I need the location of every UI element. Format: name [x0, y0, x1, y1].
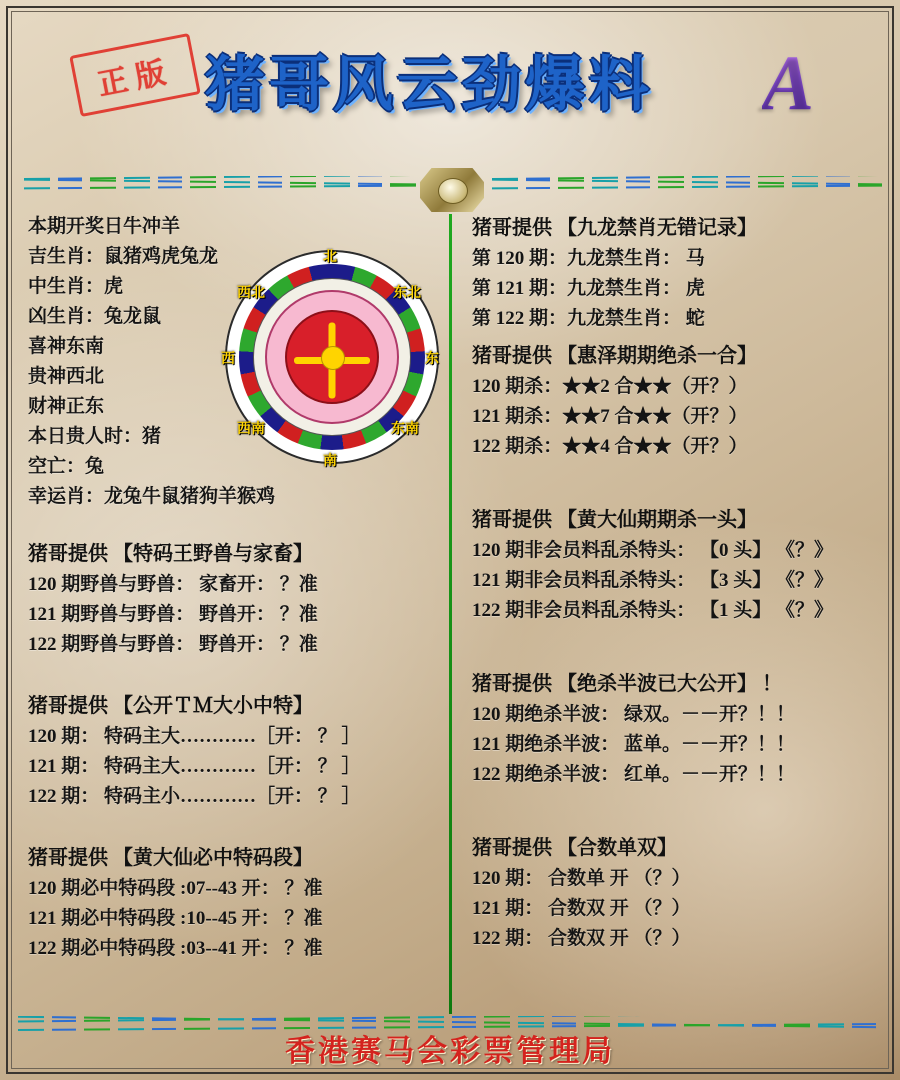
- left-section-3: [28, 842, 438, 964]
- section-line: 121 期非会员料乱杀特头： 【3 头】 《？》: [472, 570, 834, 591]
- section-heading: 猪哥提供 【绝杀半波已大公开】 ！: [472, 673, 782, 695]
- section-line: 120 期必中特码段 :07--43 开： ？准: [28, 878, 323, 899]
- right-section-2: [472, 340, 892, 462]
- section-line: 第 121 期：九龙禁生肖： 虎: [472, 278, 705, 299]
- direction-east: 东: [425, 351, 439, 367]
- section-line: 122 期必中特码段 :03--41 开： ？准: [28, 938, 323, 959]
- section-heading: 猪哥提供 【特码王野兽与家畜】: [28, 543, 313, 565]
- edition-letter: A: [762, 39, 815, 126]
- info-line: 喜神东南: [28, 336, 105, 357]
- section-line: 122 期： 合数双 开 （？）: [472, 928, 691, 949]
- info-line: 吉生肖：鼠猪鸡虎兔龙: [28, 246, 219, 267]
- column-divider: [449, 214, 452, 1014]
- info-line: 本期开奖日牛冲羊: [28, 216, 181, 237]
- section-line: 121 期杀：★★7 合★★（开？）: [472, 406, 748, 427]
- info-line: 幸运肖：龙兔牛鼠猪狗羊猴鸡: [28, 486, 276, 507]
- footer-text: 香港赛马会彩票管理局: [285, 1034, 615, 1069]
- direction-west: 西: [221, 351, 235, 367]
- direction-northeast: 东北: [393, 285, 421, 301]
- section-line: 122 期： 特码主小…………［开： ？ ］: [28, 786, 361, 807]
- section-line: 122 期绝杀半波： 红单。－－开？！！: [472, 764, 796, 785]
- right-column: [472, 212, 892, 954]
- right-section-5: [472, 832, 892, 954]
- divider-top-right: [492, 176, 882, 194]
- section-line: 121 期绝杀半波： 蓝单。－－开？！！: [472, 734, 796, 755]
- direction-southwest: 西南: [237, 421, 265, 437]
- stamp-text: 正版: [95, 54, 177, 102]
- page-title: 猪哥风云劲爆料: [205, 50, 653, 120]
- section-heading: 猪哥提供 【黄大仙期期杀一头】: [472, 509, 757, 531]
- info-line: 中生肖：虎: [28, 276, 124, 297]
- right-section-3: [472, 504, 892, 626]
- section-line: 第 120 期：九龙禁生肖： 马: [472, 248, 705, 269]
- info-line: 空亡：兔: [28, 456, 105, 477]
- medallion-ornament: [420, 168, 484, 212]
- direction-northwest: 西北: [237, 285, 265, 301]
- section-heading: 猪哥提供 【公开ＴＭ大小中特】: [28, 695, 313, 717]
- section-heading: 猪哥提供 【九龙禁肖无错记录】: [472, 217, 757, 239]
- left-section-1: [28, 538, 438, 660]
- section-line: 122 期杀：★★4 合★★（开？）: [472, 436, 748, 457]
- info-line: 贵神西北: [28, 366, 105, 387]
- direction-north: 北: [323, 249, 337, 265]
- right-section-1: [472, 212, 892, 334]
- section-heading: 猪哥提供 【合数单双】: [472, 837, 677, 859]
- section-line: 121 期： 合数双 开 （？）: [472, 898, 691, 919]
- section-line: 121 期： 特码主大…………［开： ？ ］: [28, 756, 361, 777]
- info-line: 凶生肖：兔龙鼠: [28, 306, 162, 327]
- section-line: 120 期非会员料乱杀特头： 【0 头】 《？》: [472, 540, 834, 561]
- section-line: 120 期： 合数单 开 （？）: [472, 868, 691, 889]
- section-line: 121 期野兽与野兽： 野兽开： ？准: [28, 604, 318, 625]
- info-line: 财神正东: [28, 396, 105, 417]
- left-section-2: [28, 690, 438, 812]
- section-heading: 猪哥提供 【黄大仙必中特码段】: [28, 847, 313, 869]
- divider-top-left: [24, 176, 416, 194]
- direction-southeast: 东南: [391, 421, 419, 437]
- section-line: 120 期野兽与野兽： 家畜开： ？准: [28, 574, 318, 595]
- info-line: 本日贵人时：猪: [28, 426, 162, 447]
- section-line: 121 期必中特码段 :10--45 开： ？准: [28, 908, 323, 929]
- zhengban-stamp: [69, 33, 201, 117]
- section-line: 122 期非会员料乱杀特头： 【1 头】 《？》: [472, 600, 834, 621]
- section-line: 第 122 期：九龙禁生肖： 蛇: [472, 308, 705, 329]
- right-section-4: [472, 668, 892, 790]
- section-line: 120 期绝杀半波： 绿双。－－开？！！: [472, 704, 796, 725]
- section-line: 120 期杀：★★2 合★★（开？）: [472, 376, 748, 397]
- section-line: 120 期： 特码主大…………［开： ？ ］: [28, 726, 361, 747]
- section-line: 122 期野兽与野兽： 野兽开： ？准: [28, 634, 318, 655]
- zodiac-compass-wheel: [221, 249, 439, 469]
- direction-south: 南: [323, 453, 337, 469]
- section-heading: 猪哥提供 【惠泽期期绝杀一合】: [472, 345, 757, 367]
